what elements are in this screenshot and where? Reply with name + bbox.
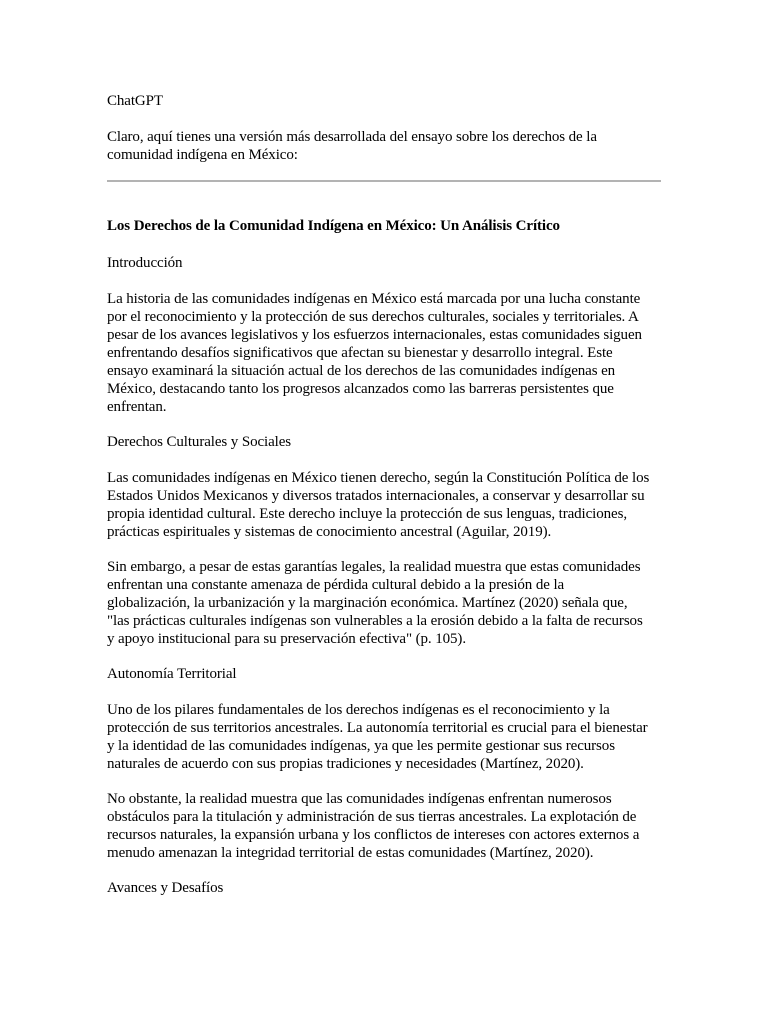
paragraph-line: enfrentando desafíos significativos que afectan su bienestar y desarrollo integral. Este: [107, 345, 613, 361]
paragraph-line: y la identidad de las comunidades indígenas, ya que les permite gestionar sus recursos: [107, 738, 615, 754]
paragraph-line: naturales de acuerdo con sus propias tradiciones y necesidades (Martínez, 2020).: [107, 756, 584, 772]
paragraph-line: enfrentan.: [107, 399, 167, 415]
paragraph-line: Estados Unidos Mexicanos y diversos tratados internacionales, a conservar y desarrollar su: [107, 488, 645, 504]
essay-title: Los Derechos de la Comunidad Indígena en México: Un Análisis Crítico: [107, 218, 560, 234]
paragraph-line: No obstante, la realidad muestra que las comunidades indígenas enfrentan numerosos: [107, 791, 612, 807]
paragraph-line: propia identidad cultural. Este derecho incluye la protección de sus lenguas, tradiciones,: [107, 506, 627, 522]
horizontal-divider: [107, 180, 661, 182]
intro-line: Claro, aquí tienes una versión más desarrollada del ensayo sobre los derechos de la: [107, 129, 597, 145]
section-heading-avances-desafios: Avances y Desafíos: [107, 880, 224, 896]
paragraph-line: Sin embargo, a pesar de estas garantías legales, la realidad muestra que estas comunidades: [107, 559, 641, 575]
paragraph-line: prácticas espirituales y sistemas de conocimiento ancestral (Aguilar, 2019).: [107, 524, 552, 540]
source-label: ChatGPT: [107, 93, 163, 109]
paragraph-line: por el reconocimiento y la protección de sus derechos culturales, sociales y territoriales. A: [107, 309, 639, 325]
paragraph-line: globalización, la urbanización y la marginación económica. Martínez (2020) señala que,: [107, 595, 628, 611]
intro-line: comunidad indígena en México:: [107, 147, 298, 163]
paragraph-line: protección de sus territorios ancestrales. La autonomía territorial es crucial para el bienestar: [107, 720, 648, 736]
paragraph-line: menudo amenazan la integridad territorial de estas comunidades (Martínez, 2020).: [107, 845, 594, 861]
section-heading-derechos-culturales: Derechos Culturales y Sociales: [107, 434, 292, 450]
paragraph-line: Las comunidades indígenas en México tienen derecho, según la Constitución Política de los: [107, 470, 650, 486]
paragraph-line: pesar de los avances legislativos y los esfuerzos internacionales, estas comunidades siguen: [107, 327, 642, 343]
paragraph-line: obstáculos para la titulación y administración de sus tierras ancestrales. La explotación de: [107, 809, 637, 825]
paragraph-line: recursos naturales, la expansión urbana y los conflictos de intereses con actores externos a: [107, 827, 640, 843]
paragraph-line: Uno de los pilares fundamentales de los derechos indígenas es el reconocimiento y la: [107, 702, 610, 718]
paragraph-line: La historia de las comunidades indígenas en México está marcada por una lucha constante: [107, 291, 641, 307]
paragraph-line: "las prácticas culturales indígenas son vulnerables a la erosión debido a la falta de recursos: [107, 613, 643, 629]
paragraph-line: México, destacando tanto los progresos alcanzados como las barreras persistentes que: [107, 381, 614, 397]
paragraph-line: enfrentan una constante amenaza de pérdida cultural debido a la presión de la: [107, 577, 565, 593]
paragraph-line: ensayo examinará la situación actual de los derechos de las comunidades indígenas en: [107, 363, 616, 379]
section-heading-introduccion: Introducción: [107, 255, 183, 271]
section-heading-autonomia-territorial: Autonomía Territorial: [107, 666, 237, 682]
paragraph-line: y apoyo institucional para su preservación efectiva" (p. 105).: [107, 631, 466, 647]
